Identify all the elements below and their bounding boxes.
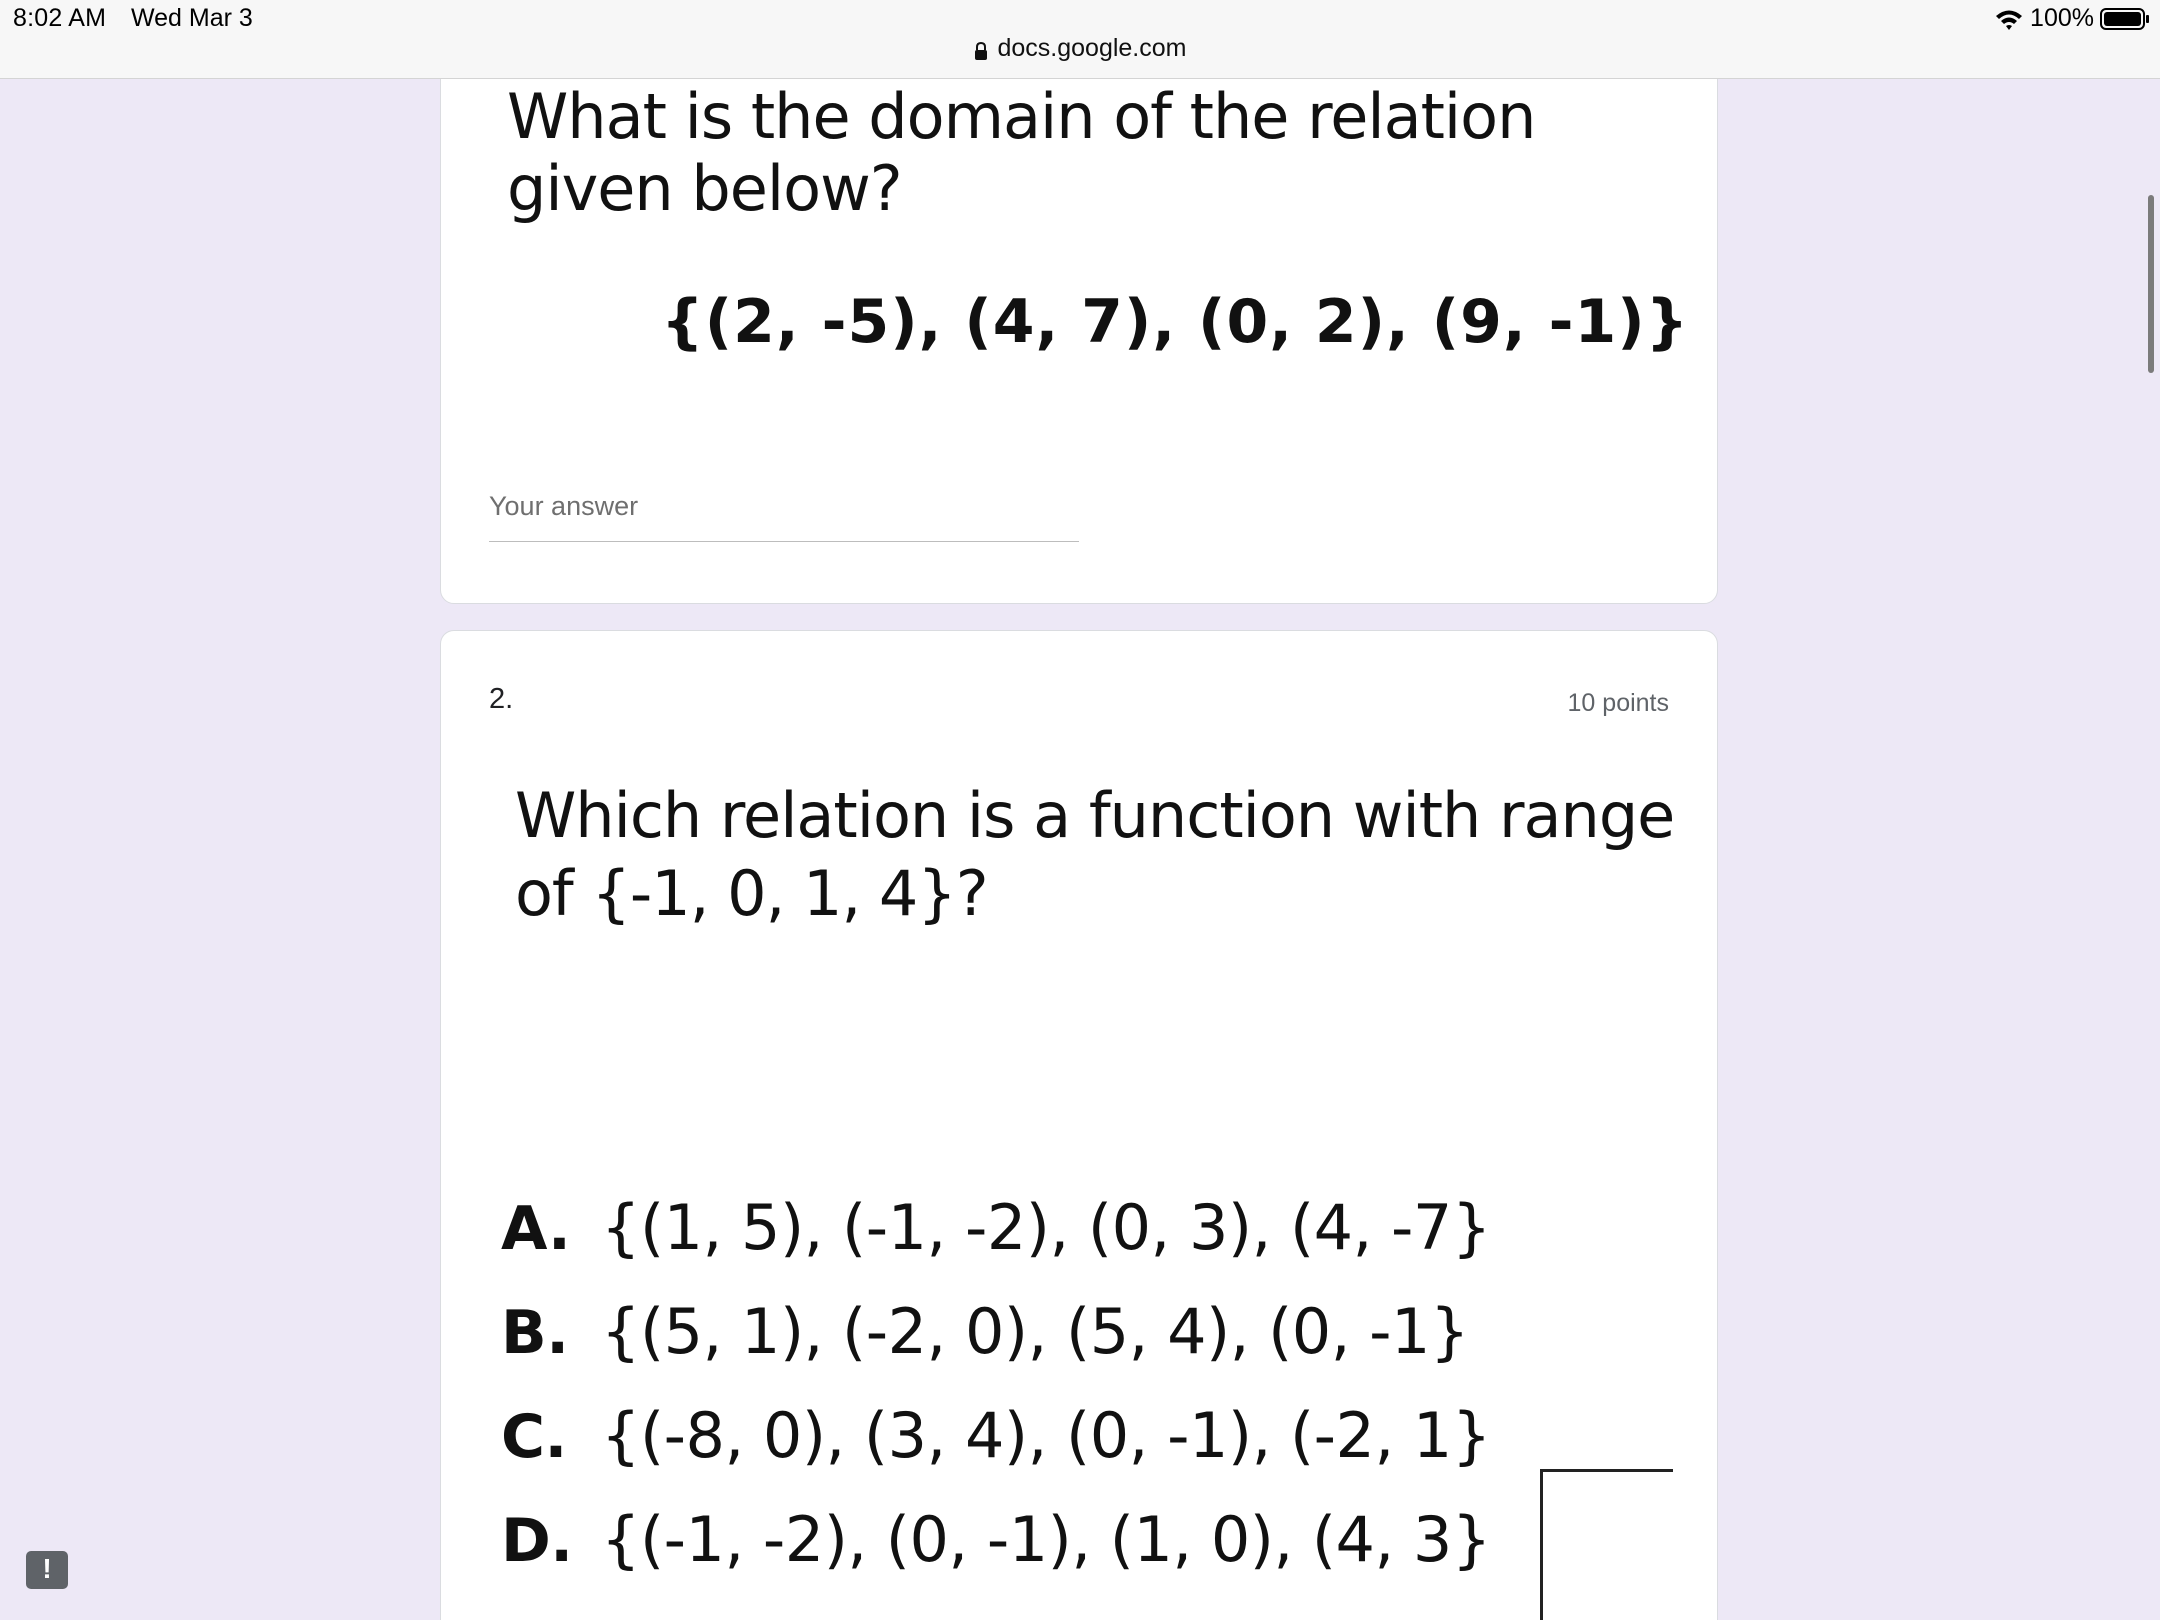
feedback-button[interactable] — [26, 1551, 68, 1589]
question-card-1 — [440, 30, 1718, 604]
status-time: 8:02 AM — [13, 4, 107, 32]
option-text: {(5, 1), (-2, 0), (5, 4), (0, -1} — [601, 1295, 1469, 1368]
scrollbar[interactable] — [2148, 195, 2154, 373]
option-text: {(1, 5), (-1, -2), (0, 3), (4, -7} — [601, 1191, 1491, 1264]
answer-input[interactable] — [489, 491, 1079, 542]
exclamation-icon: ! — [42, 1553, 52, 1584]
answer-options — [501, 1191, 1491, 1607]
address-bar[interactable] — [0, 34, 2160, 63]
question-1-relation-set: {(2, -5), (4, 7), (0, 2), (9, -1)} — [661, 287, 1690, 357]
image-frame-corner — [1540, 1469, 1673, 1620]
status-indicators — [1994, 4, 2150, 33]
option-text: {(-8, 0), (3, 4), (0, -1), (-2, 1} — [601, 1399, 1491, 1472]
option-c — [501, 1399, 1491, 1503]
answer-placeholder: Your answer — [489, 491, 639, 521]
wifi-icon — [1994, 7, 2024, 31]
option-b — [501, 1295, 1491, 1399]
question-number: 2. — [489, 683, 514, 715]
option-letter: B. — [501, 1298, 569, 1368]
url-text: docs.google.com — [997, 34, 1187, 62]
question-2-text: Which relation is a function with range of {-1, 0, 1, 4}? — [515, 779, 1675, 930]
status-date: Wed Mar 3 — [131, 4, 253, 32]
browser-top-bar — [0, 0, 2160, 79]
option-letter: C. — [501, 1402, 567, 1472]
question-points: 10 points — [1567, 689, 1669, 717]
option-letter: D. — [501, 1506, 573, 1576]
option-a — [501, 1191, 1491, 1295]
option-text: {(-1, -2), (0, -1), (1, 0), (4, 3} — [601, 1503, 1491, 1576]
battery-percent: 100% — [2030, 4, 2094, 32]
option-d — [501, 1503, 1491, 1607]
option-letter: A. — [501, 1194, 571, 1264]
lock-icon — [973, 39, 989, 59]
question-1-text: What is the domain of the relation given below? — [507, 80, 1536, 225]
question-card-2 — [440, 630, 1718, 1620]
battery-icon — [2100, 8, 2150, 30]
